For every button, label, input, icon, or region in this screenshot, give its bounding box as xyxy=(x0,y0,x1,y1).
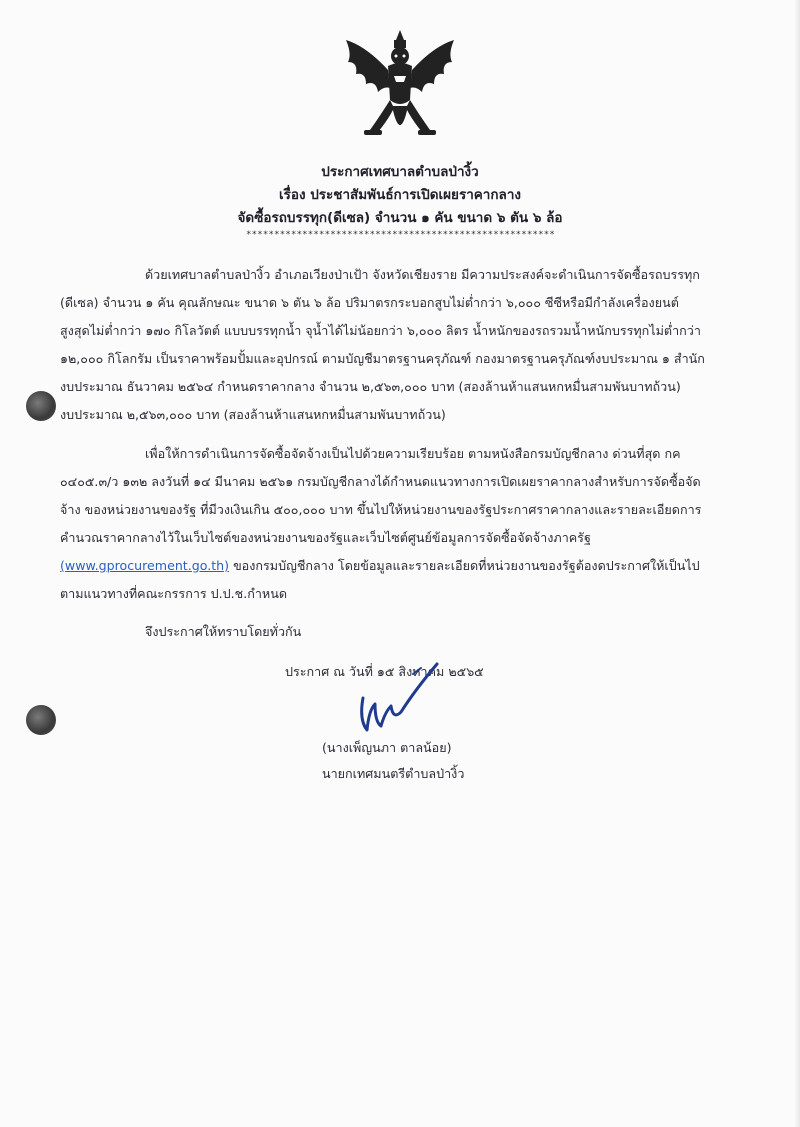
paragraph-1-line: สูงสุดไม่ต่ำกว่า ๑๗๐ กิโลวัตต์ แบบบรรทุกน้ำ จุน้ำได้ไม่น้อยกว่า ๖,๐๐๐ ลิตร น้ำหนักของรถรวมน้ำหนักบรรทุกไม่ต่ำกว่า xyxy=(60,323,701,338)
announcement-title: ประกาศเทศบาลตำบลป่างิ้ว xyxy=(321,164,479,180)
paragraph-2-line: จ้าง ของหน่วยงานของรัฐ ที่มีวงเงินเกิน ๕๐๐,๐๐๐ บาท ขึ้นไปให้หน่วยงานของรัฐประกาศราคากลางและรายละเอียดการ xyxy=(60,502,702,517)
paragraph-1-line: ๑๒,๐๐๐ กิโลกรัม เป็นราคาพร้อมปั้มและอุปกรณ์ ตามบัญชีมาตรฐานครุภัณฑ์ กองมาตรฐานครุภัณฑ์งบประมาณ ๑ สำนัก xyxy=(60,351,705,366)
paragraph-2-line: ตามแนวทางที่คณะกรรการ ป.ป.ช.กำหนด xyxy=(60,586,287,601)
separator-line: ******************************************************* xyxy=(246,230,556,240)
paragraph-1-line: งบประมาณ ธันวาคม ๒๕๖๔ กำหนดราคากลาง จำนวน ๒,๕๖๓,๐๐๐ บาท (สองล้านห้าแสนหกหมื่นสามพันบาทถ้วน) xyxy=(60,379,681,394)
paragraph-2-line: คำนวณราคากลางไว้ในเว็บไซต์ของหน่วยงานของรัฐและเว็บไซต์ศูนย์ข้อมูลการจัดซื้อจัดจ้างภาครัฐ xyxy=(60,530,591,545)
paragraph-2-line xyxy=(60,556,700,576)
punch-hole xyxy=(26,391,56,421)
signer-title: นายกเทศมนตรีตำบลป่างิ้ว xyxy=(322,766,465,781)
page-edge-shadow xyxy=(794,0,800,1127)
paragraph-1-line: ด้วยเทศบาลตำบลป่างิ้ว อำเภอเวียงป่าเป้า จังหวัดเชียงราย มีความประสงค์จะดำเนินการจัดซื้อรถบรรทุก xyxy=(145,267,700,282)
signer-name: (นางเพ็ญนภา ตาลน้อย) xyxy=(322,740,452,755)
announcement-item: จัดซื้อรถบรรทุก(ดีเซล) จำนวน ๑ คัน ขนาด ๖ ตัน ๖ ล้อ xyxy=(237,210,563,226)
paragraph-2-line: ๐๔๐๕.๓/ว ๑๓๒ ลงวันที่ ๑๔ มีนาคม ๒๕๖๑ กรมบัญชีกลางได้กำหนดแนวทางการเปิดเผยราคากลางสำหรับการจัดซื้อจัด xyxy=(60,474,701,489)
announcement-date: ประกาศ ณ วันที่ ๑๕ สิงหาคม ๒๕๖๕ xyxy=(285,664,484,679)
paragraph-1-line: งบประมาณ ๒,๕๖๓,๐๐๐ บาท (สองล้านห้าแสนหกหมื่นสามพันบาทถ้วน) xyxy=(60,407,446,422)
paragraph-1-line: (ดีเซล) จำนวน ๑ คัน คุณลักษณะ ขนาด ๖ ตัน ๖ ล้อ ปริมาตรกระบอกสูบไม่ต่ำกว่า ๖,๐๐๐ ซีซีหรือมีกำลังเครื่องยนต์ xyxy=(60,295,679,310)
garuda-emblem-icon xyxy=(336,26,464,154)
closing-statement: จึงประกาศให้ทราบโดยทั่วกัน xyxy=(145,624,302,639)
gprocurement-link[interactable]: (www.gprocurement.go.th) xyxy=(60,558,230,573)
punch-hole xyxy=(26,705,56,735)
signature xyxy=(345,660,445,740)
paragraph-2-text: ของกรมบัญชีกลาง โดยข้อมูลและรายละเอียดที่หน่วยงานของรัฐต้องดประกาศให้เป็นไป xyxy=(233,558,700,573)
paragraph-2-line: เพื่อให้การดำเนินการจัดซื้อจัดจ้างเป็นไปด้วยความเรียบร้อย ตามหนังสือกรมบัญชีกลาง ด่วนที่สุด กค xyxy=(145,446,681,461)
announcement-subject: เรื่อง ประชาสัมพันธ์การเปิดเผยราคากลาง xyxy=(278,187,522,203)
